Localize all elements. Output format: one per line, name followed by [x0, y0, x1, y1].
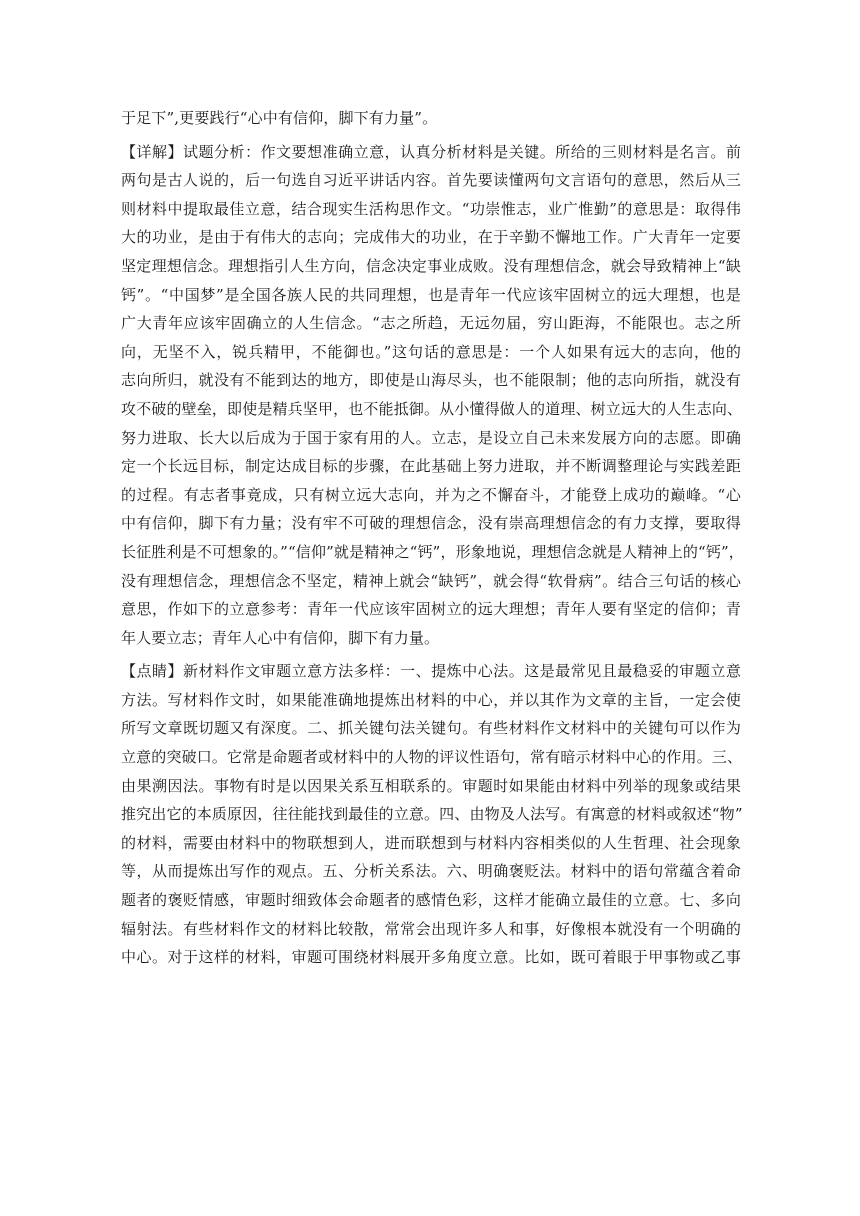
text-line: 意思，作如下的立意参考：青年一代应该牢固树立的远大理想；青年人要有坚定的信仰；青 [121, 600, 741, 619]
text-line: 辐射法。有些材料作文的材料比较散，常常会出现许多人和事，好像根本就没有一个明确的 [121, 919, 741, 938]
paragraph-key-point [121, 657, 741, 972]
text-line: 由果溯因法。事物有时是以因果关系互相联系的。审题时如果能由材料中列举的现象或结果 [121, 776, 741, 795]
text-line: 于足下”,更要践行“心中有信仰，脚下有力量”。 [121, 109, 438, 127]
text-line: 的过程。有志者事竟成，只有树立远大志向，并为之不懈奋斗，才能登上成功的巅峰。“心 [121, 485, 741, 504]
text-line: 推究出它的本质原因，往往能找到最佳的立意。四、由物及人法写。有寓意的材料或叙述“物” [121, 805, 743, 824]
text-line: 中有信仰，脚下有力量；没有牢不可破的理想信念，没有崇高理想信念的有力支撑，要取得 [121, 514, 741, 533]
text-line: 则材料中提取最佳立意，结合现实生活构思作文。“功崇惟志，业广惟勤”的意思是：取得伟 [121, 199, 741, 218]
text-line: 的材料，需要由材料中的物联想到人，进而联想到与材料内容相类似的人生哲理、社会现象 [121, 833, 741, 852]
text-line: 两句是古人说的，后一句选自习近平讲话内容。首先要读懂两句文言语句的意思，然后从三 [121, 171, 741, 190]
text-line: 【点睛】新材料作文审题立意方法多样：一、提炼中心法。这是最常见且最稳妥的审题立意 [121, 662, 741, 681]
paragraph-continuation [121, 104, 741, 133]
text-line: 方法。写材料作文时，如果能准确地提炼出材料的中心，并以其作为文章的主旨，一定会使 [121, 690, 741, 709]
text-line: 没有理想信念，理想信念不坚定，精神上就会“缺钙”，就会得“软骨病”。结合三句话的核心 [121, 571, 741, 590]
text-line: 立意的突破口。它常是命题者或材料中的人物的评议性语句，常有暗示材料中心的作用。三、 [121, 748, 743, 767]
text-line: 长征胜利是不可想象的。”“信仰”就是精神之“钙”，形象地说，理想信念就是人精神上的“钙”， [121, 542, 744, 561]
text-line: 坚定理想信念。理想指引人生方向，信念决定事业成败。没有理想信念，就会导致精神上“缺 [121, 256, 741, 275]
text-line: 向，无坚不入，锐兵精甲，不能御也。”这句话的意思是：一个人如果有远大的志向，他的 [121, 342, 741, 361]
paragraph-detail-explanation [121, 138, 744, 653]
text-line: 【详解】试题分析：作文要想准确立意，认真分析材料是关键。所给的三则材料是名言。前 [121, 142, 741, 161]
text-line: 题者的褒贬情感，审题时细致体会命题者的感情色彩，这样才能确立最佳的立意。七、多向 [121, 891, 741, 910]
text-line: 攻不破的壁垒，即使是精兵坚甲，也不能抵御。从小懂得做人的道理、树立远大的人生志向、 [121, 399, 743, 418]
text-line: 年人要立志；青年人心中有信仰，脚下有力量。 [121, 628, 440, 647]
document-page [121, 104, 744, 972]
text-line: 志向所归，就没有不能到达的地方，即使是山海尽头，也不能限制；他的志向所指，就没有 [121, 371, 741, 390]
text-line: 广大青年应该牢固确立的人生信念。“志之所趋，无远勿届，穷山距海，不能限也。志之所 [121, 314, 741, 333]
text-line: 中心。对于这样的材料，审题可围绕材料展开多角度立意。比如，既可着眼于甲事物或乙事 [121, 948, 741, 967]
text-line: 定一个长远目标，制定达成目标的步骤，在此基础上努力进取，并不断调整理论与实践差距 [121, 457, 741, 476]
text-line: 大的功业，是由于有伟大的志向；完成伟大的功业，在于辛勤不懈地工作。广大青年一定要 [121, 228, 741, 247]
text-line: 所写文章既切题又有深度。二、抓关键句法关键句。有些材料作文材料中的关键句可以作为 [121, 719, 741, 738]
text-line: 钙”。“中国梦”是全国各族人民的共同理想，也是青年一代应该牢固树立的远大理想，也是 [121, 285, 741, 304]
text-line: 等，从而提炼出写作的观点。五、分析关系法。六、明确褒贬法。材料中的语句常蕴含着命 [121, 862, 741, 881]
text-line: 努力进取、长大以后成为于国于家有用的人。立志，是设立自己未来发展方向的志愿。即确 [121, 428, 741, 447]
